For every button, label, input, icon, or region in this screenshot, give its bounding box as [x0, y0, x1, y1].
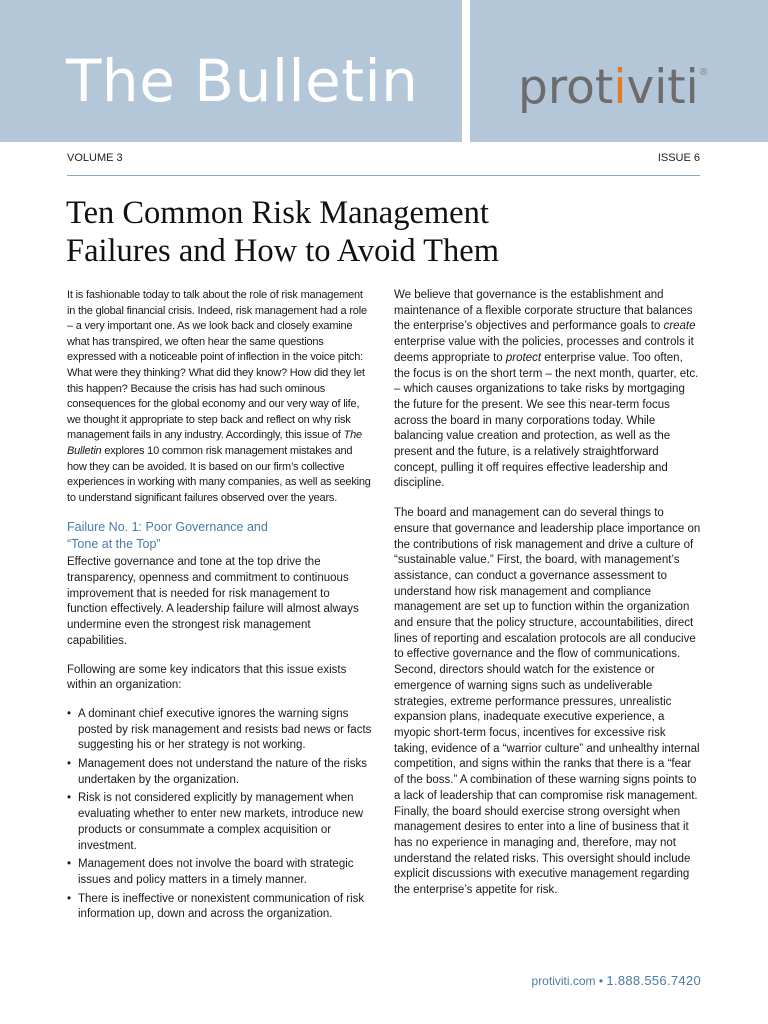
governance-paragraph	[394, 288, 701, 492]
logo-text-accent: i	[613, 60, 627, 115]
board-management-paragraph: The board and management can do several things to ensure that governance and leadership place importance on the contributions of risk management and drive a culture of “sustainable value.” First, the board, with management’s assistance, can conduct a governance assessment to understand how risk management and compliance management are set up to function within the organization and ensure that the policy structure, accountabilities, direct lines of reporting and escalation protocols are all conducive to effective governance and the flow of communications. Second, directors should watch for the existence or emergence of warning signs such as undeliverable strategies, extreme performance pressures, unrealistic expansion plans, inadequate executive experience, a myopic short-term focus, incentives for excessive risk taking, evidence of a “warrior culture” and unhealthy internal competition, and signs within the ranks that there is a “fear of the boss.” A combination of these warning signs points to a lack of leadership that can compromise risk management. Finally, the board should exercise strong oversight when management desires to enter into a line of business that it has no experience in managing and, therefore, may not understand the related risks. This oversight should include explicit discussions with executive management regarding the enterprise’s appetite for risk.	[394, 507, 701, 897]
failure-1-heading-line-1: Failure No. 1: Poor Governance and	[67, 520, 268, 535]
intro-text-1: It is fashionable today to talk about the role of risk management in the global financial crisis. Indeed, risk management had a role – a very important one. As we look back and closely examine what has transpired, we often hear the same questions expressed with a noticeable point of inflection in the voice pitch: What were they thinking? What did they know? How did they let this happen? Because the crisis has had such ominous consequences for the global economy and our very way of life, we thought it appropriate to step back and reflect on why risk management fails in any industry. Accordingly, this issue of	[67, 289, 367, 442]
failure-1-paragraph-1: Effective governance and tone at the top drive the transparency, openness and commitment to continuous improvement that is needed for risk management to function effectively. A leadership failure will almost always undermine even the strongest risk management capabilities.	[67, 556, 359, 647]
governance-text-1: We believe that governance is the establishment and maintenance of a flexible corporate structure that balances the enterprise’s objectives and performance goals to	[394, 289, 693, 333]
footer-separator: •	[598, 974, 604, 988]
article-title-line-1: Ten Common Risk Management	[66, 195, 489, 231]
list-item: • Risk is not considered explicitly by management when evaluating whether to enter new markets, introduce new products or consummate a complex acquisition or investment.	[67, 791, 372, 854]
intro-publication-name: The Bulletin	[67, 429, 362, 457]
intro-text-2: explores 10 common risk management mistakes and how they can be avoided. It is based on our firm’s collective experiences in working with many companies, as well as seeking to understand significant failures observed over the years.	[67, 444, 371, 504]
issue-label: ISSUE 6	[657, 152, 700, 164]
indicator-list	[67, 707, 372, 923]
list-item: • A dominant chief executive ignores the warning signs posted by risk management and resists bad news or facts suggesting his or her strategy is not working.	[67, 707, 372, 754]
emphasis-protect: protect	[505, 351, 542, 364]
article-title-line-2: Failures and How to Avoid Them	[66, 233, 499, 269]
left-column	[67, 288, 372, 926]
intro-paragraph	[67, 288, 372, 506]
publication-title: The Bulletin	[66, 47, 419, 115]
logo-text-start: prot	[518, 60, 614, 115]
right-column	[394, 288, 701, 913]
issue-meta-row	[67, 152, 700, 172]
failure-1-heading	[67, 519, 372, 553]
footer-contact	[532, 973, 701, 988]
footer-phone-number[interactable]: 1.888.556.7420	[606, 973, 701, 988]
registered-mark: ®	[698, 67, 709, 78]
failure-1-heading-line-2: “Tone at the Top”	[67, 537, 161, 552]
list-item: • Management does not involve the board with strategic issues and policy matters in a timely manner.	[67, 857, 372, 888]
governance-text-3: enterprise value. Too often, the focus is on the short term – the next month, quarter, etc. – which causes organizations to take risks by mortgaging the future for the present. We see this near-term focus across the board in many corporations today. While balancing value creation and protection, as well as the present and the future, is a relatively straightforward concept, pulling it off requires effective leadership and discipline.	[394, 351, 699, 490]
article-title	[66, 194, 706, 270]
governance-text-2: enterprise value with the policies, processes and controls it deems appropriate to	[394, 336, 694, 364]
list-item: • There is ineffective or nonexistent communication of risk information up, down and across the organization.	[67, 892, 372, 923]
logo-text-end: viti	[626, 60, 699, 115]
protiviti-logo[interactable]	[518, 60, 709, 115]
emphasis-create: create	[663, 320, 696, 333]
header-divider	[67, 175, 700, 176]
list-item: • Management does not understand the nature of the risks undertaken by the organization.	[67, 757, 372, 788]
footer-website-link[interactable]: protiviti.com	[531, 974, 596, 988]
volume-label: VOLUME 3	[67, 152, 123, 164]
failure-1-paragraph-2: Following are some key indicators that this issue exists within an organization:	[67, 663, 347, 692]
